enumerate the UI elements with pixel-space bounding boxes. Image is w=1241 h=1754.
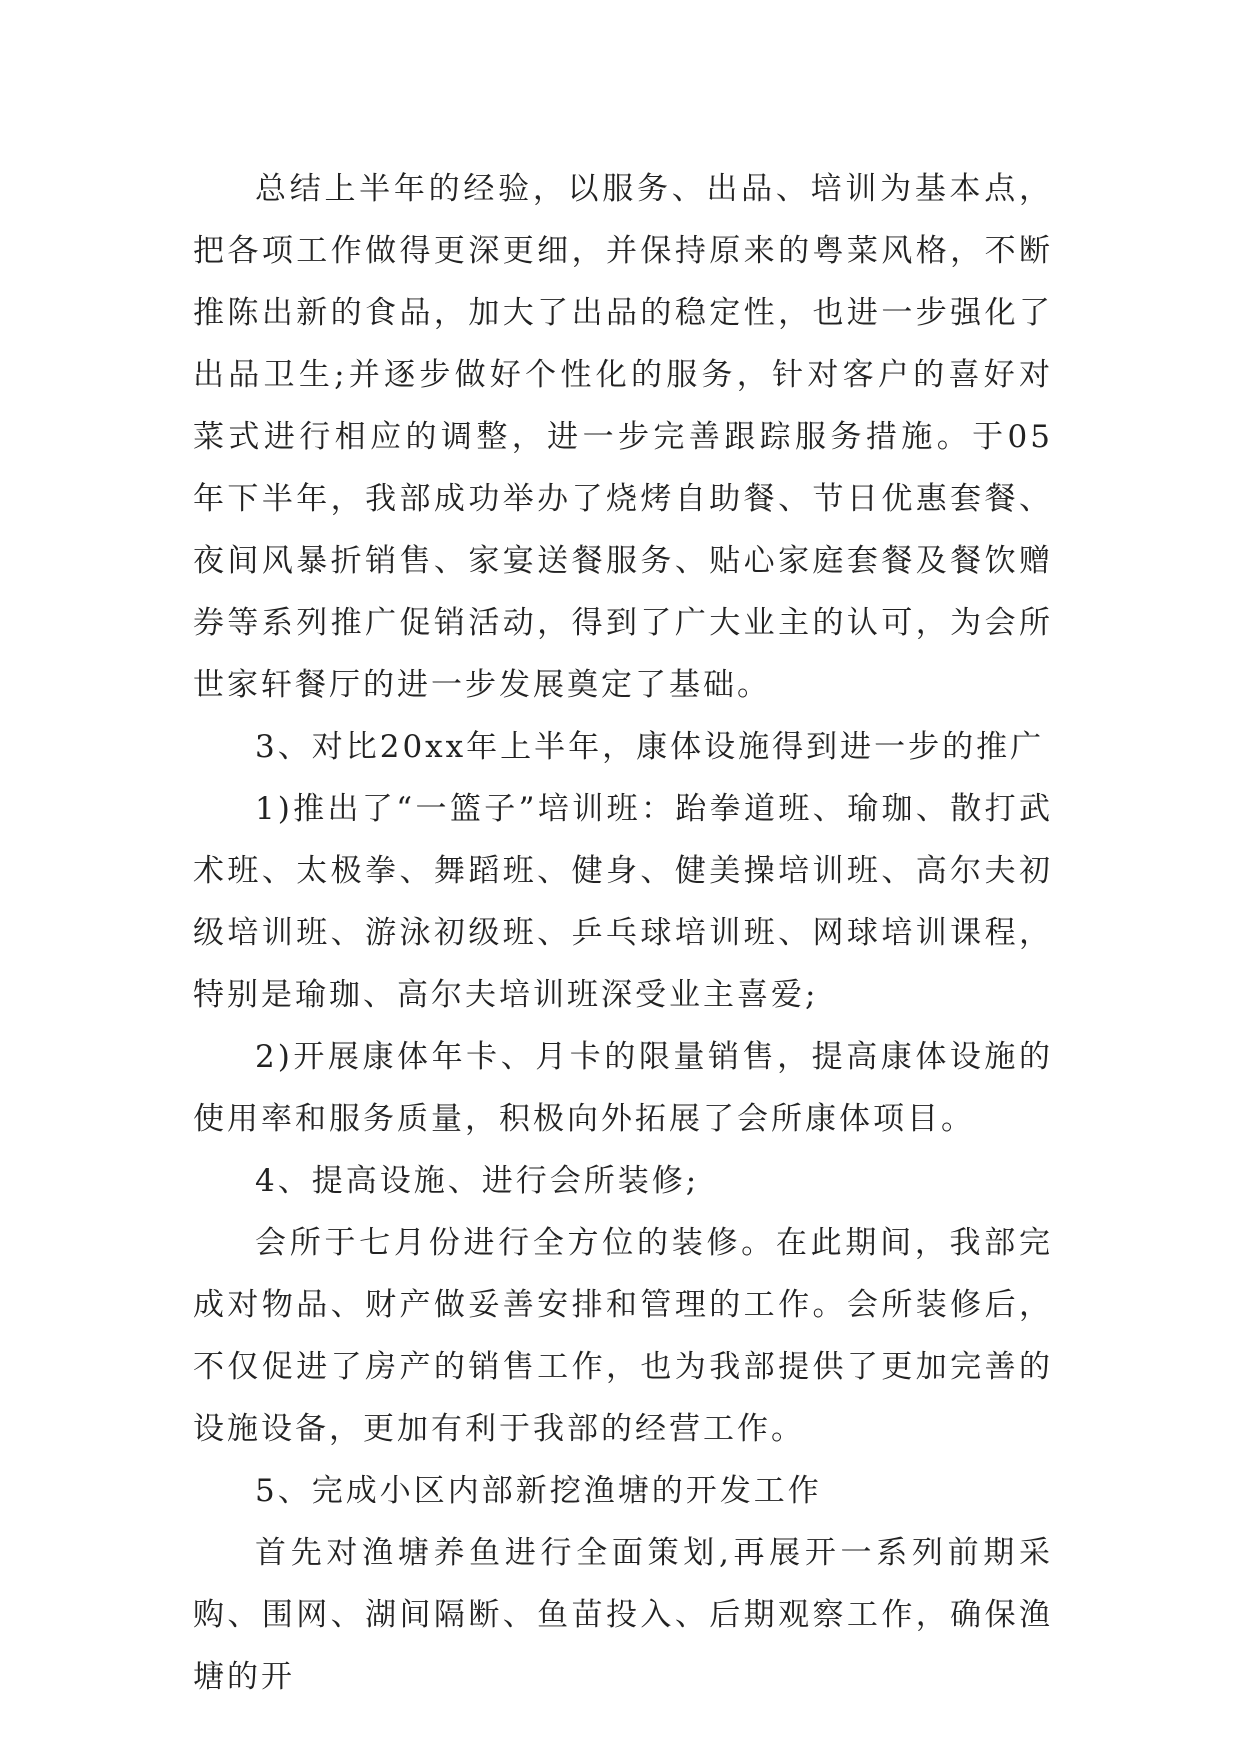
paragraph-renovation: 会所于七月份进行全方位的装修。在此期间，我部完成对物品、财产做妥善安排和管理的工作。会所装修后，不仅促进了房产的销售工作，也为我部提供了更加完善的设施设备，更加有利于我部的经营工作。 — [193, 1225, 1053, 1447]
paragraph-catering-summary: 总结上半年的经验，以服务、出品、培训为基本点，把各项工作做得更深更细，并保持原来的粤菜风格，不断推陈出新的食品，加大了出品的稳定性，也进一步强化了出品卫生;并逐步做好个性化的服务，针对客户的喜好对菜式进行相应的调整，进一步完善跟踪服务措施。于05年下半年，我部成功举办了烧烤自助餐、节日优惠套餐、夜间风暴折销售、家宴送餐服务、贴心家庭套餐及餐饮赠券等系列推广促销活动，得到了广大业主的认可，为会所世家轩餐厅的进一步发展奠定了基础。 — [193, 171, 1053, 703]
paragraph-item-2: 2)开展康体年卡、月卡的限量销售，提高康体设施的使用率和服务质量，积极向外拓展了会所康体项目。 — [193, 1039, 1053, 1137]
paragraph-heading-5: 5、完成小区内部新挖渔塘的开发工作 — [255, 1473, 822, 1509]
paragraph-heading-3: 3、对比20xx年上半年，康体设施得到进一步的推广 — [255, 729, 1045, 765]
paragraph-item-1: 1)推出了“一篮子”培训班：跆拳道班、瑜珈、散打武术班、太极拳、舞蹈班、健身、健美操培训班、高尔夫初级培训班、游泳初级班、乒乓球培训班、网球培训课程，特别是瑜珈、高尔夫培训班深受业主喜爱; — [193, 791, 1053, 1013]
document-body — [193, 158, 1053, 1708]
paragraph-heading-4: 4、提高设施、进行会所装修; — [255, 1163, 700, 1199]
paragraph-fishpond: 首先对渔塘养鱼进行全面策划,再展开一系列前期采购、围网、湖间隔断、鱼苗投入、后期观察工作，确保渔塘的开 — [193, 1535, 1053, 1695]
